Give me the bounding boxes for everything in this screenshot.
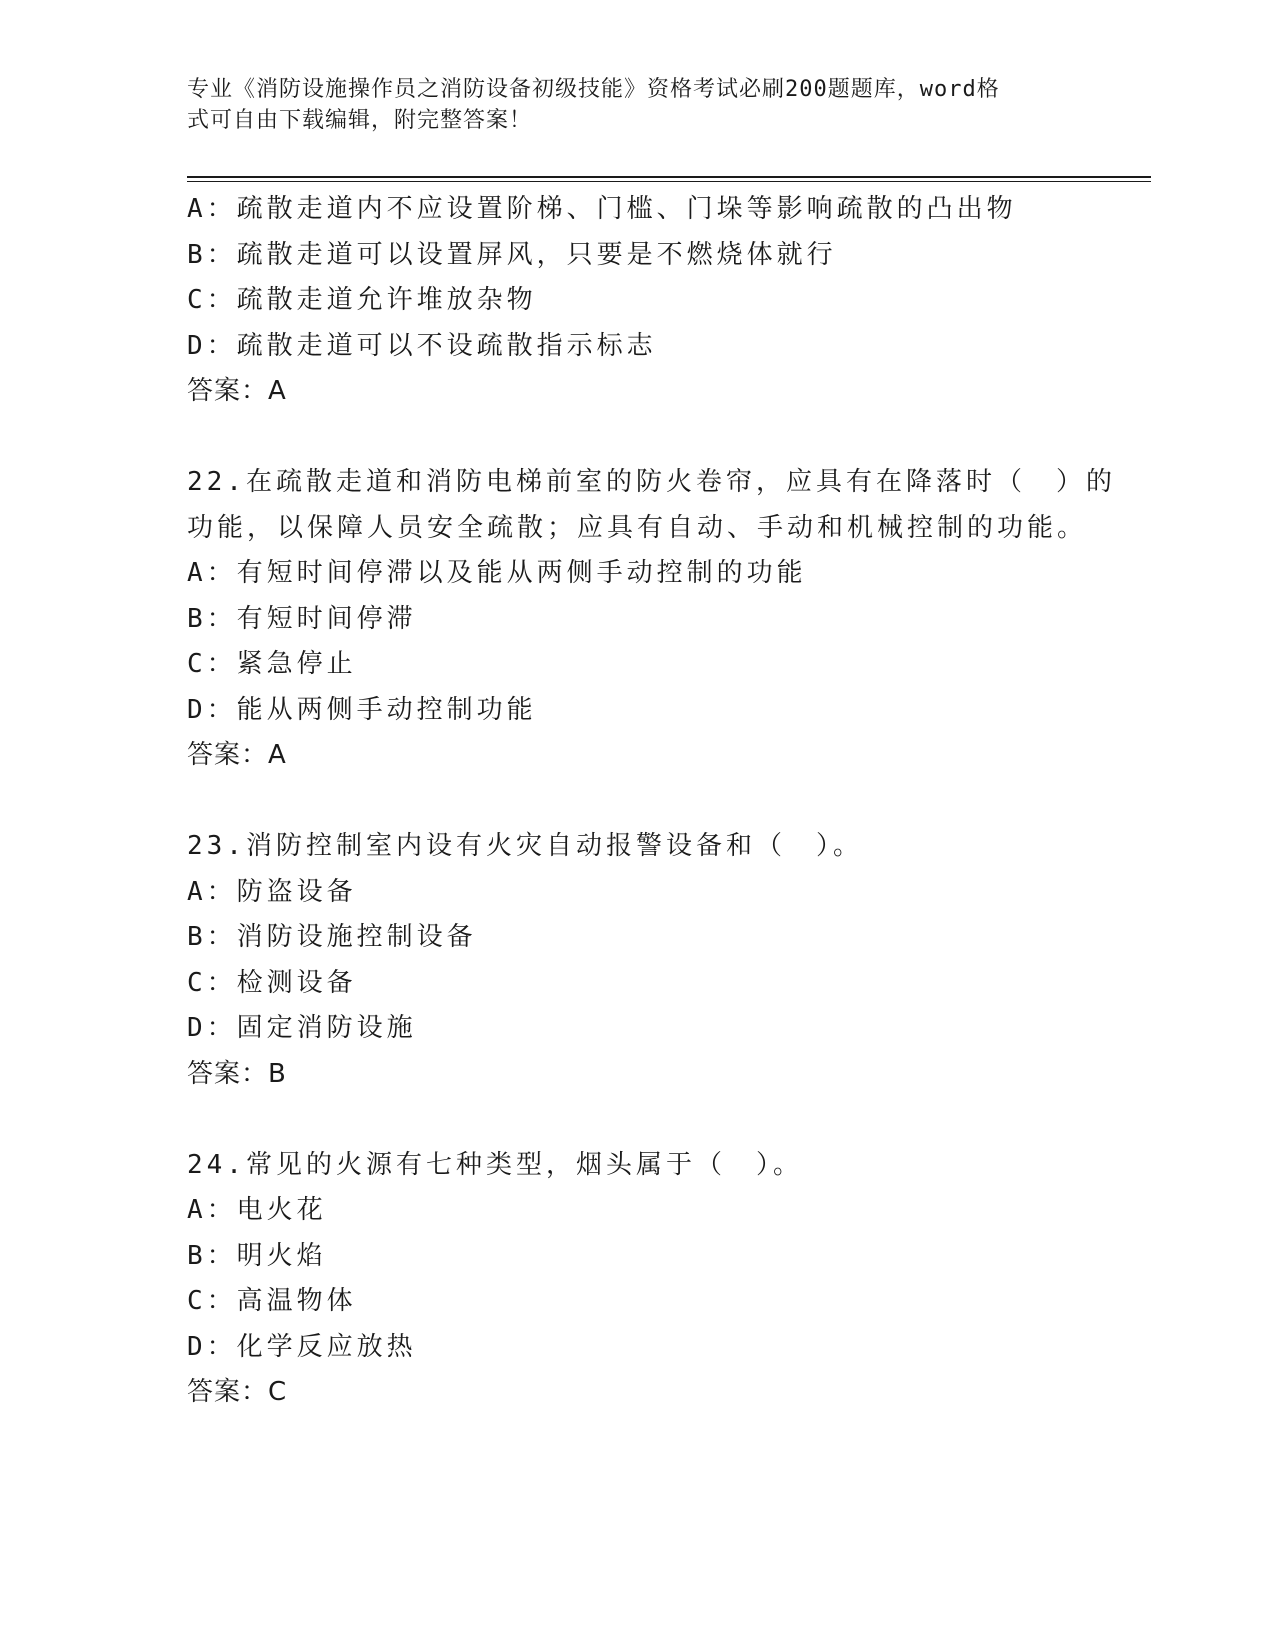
option-a: A：电火花	[187, 1195, 327, 1225]
option-c: C：高温物体	[187, 1286, 357, 1316]
header-divider-thin	[187, 181, 1151, 182]
question-block-22	[187, 460, 1116, 779]
option-d: D：化学反应放热	[187, 1331, 417, 1362]
answer-text: 答案：C	[187, 1377, 288, 1407]
option-c: C：疏散走道允许堆放杂物	[187, 285, 537, 315]
option-d: D：固定消防设施	[187, 1013, 417, 1043]
option-d: D：能从两侧手动控制功能	[187, 694, 537, 725]
answer-text: 答案：B	[187, 1058, 287, 1089]
option-b: B：疏散走道可以设置屏风，只要是不燃烧体就行	[187, 239, 837, 270]
spacer	[187, 779, 1107, 825]
option-b: B：消防设施控制设备	[187, 922, 477, 952]
option-a: A：疏散走道内不应设置阶梯、门槛、门垛等影响疏散的凸出物	[187, 194, 1017, 224]
option-a: A：有短时间停滞以及能从两侧手动控制的功能	[187, 558, 807, 588]
question-stem-line-2: 功能，以保障人员安全疏散；应具有自动、手动和机械控制的功能。	[187, 512, 1088, 543]
option-b: B：明火焰	[187, 1240, 327, 1271]
question-block-24	[187, 1143, 1107, 1416]
question-stem-line-1: 23.消防控制室内设有火灾自动报警设备和（ ）。	[187, 831, 863, 861]
answer-text: 答案：A	[187, 740, 287, 770]
option-b: B：有短时间停滞	[187, 603, 417, 634]
spacer	[187, 415, 1107, 461]
question-stem-line-1: 22.在疏散走道和消防电梯前室的防火卷帘，应具有在降落时（ ）的	[187, 467, 1116, 497]
option-c: C：紧急停止	[187, 649, 357, 679]
question-stem-line-1: 24.常见的火源有七种类型，烟头属于（ ）。	[187, 1149, 803, 1180]
option-d: D：疏散走道可以不设疏散指示标志	[187, 330, 657, 361]
header-line-1: 专业《消防设施操作员之消防设备初级技能》资格考试必刷200题题库，word格	[187, 77, 1000, 102]
header-line-2: 式可自由下载编辑，附完整答案！	[187, 108, 533, 133]
question-block-21	[187, 187, 1107, 415]
answer-text: 答案：A	[187, 376, 287, 406]
question-list	[187, 187, 1116, 1416]
option-a: A：防盗设备	[187, 876, 357, 907]
option-c: C：检测设备	[187, 967, 357, 998]
document-header	[187, 74, 1067, 136]
question-block-23	[187, 824, 1107, 1097]
header-divider-thick	[187, 176, 1151, 178]
spacer	[187, 1097, 1107, 1143]
